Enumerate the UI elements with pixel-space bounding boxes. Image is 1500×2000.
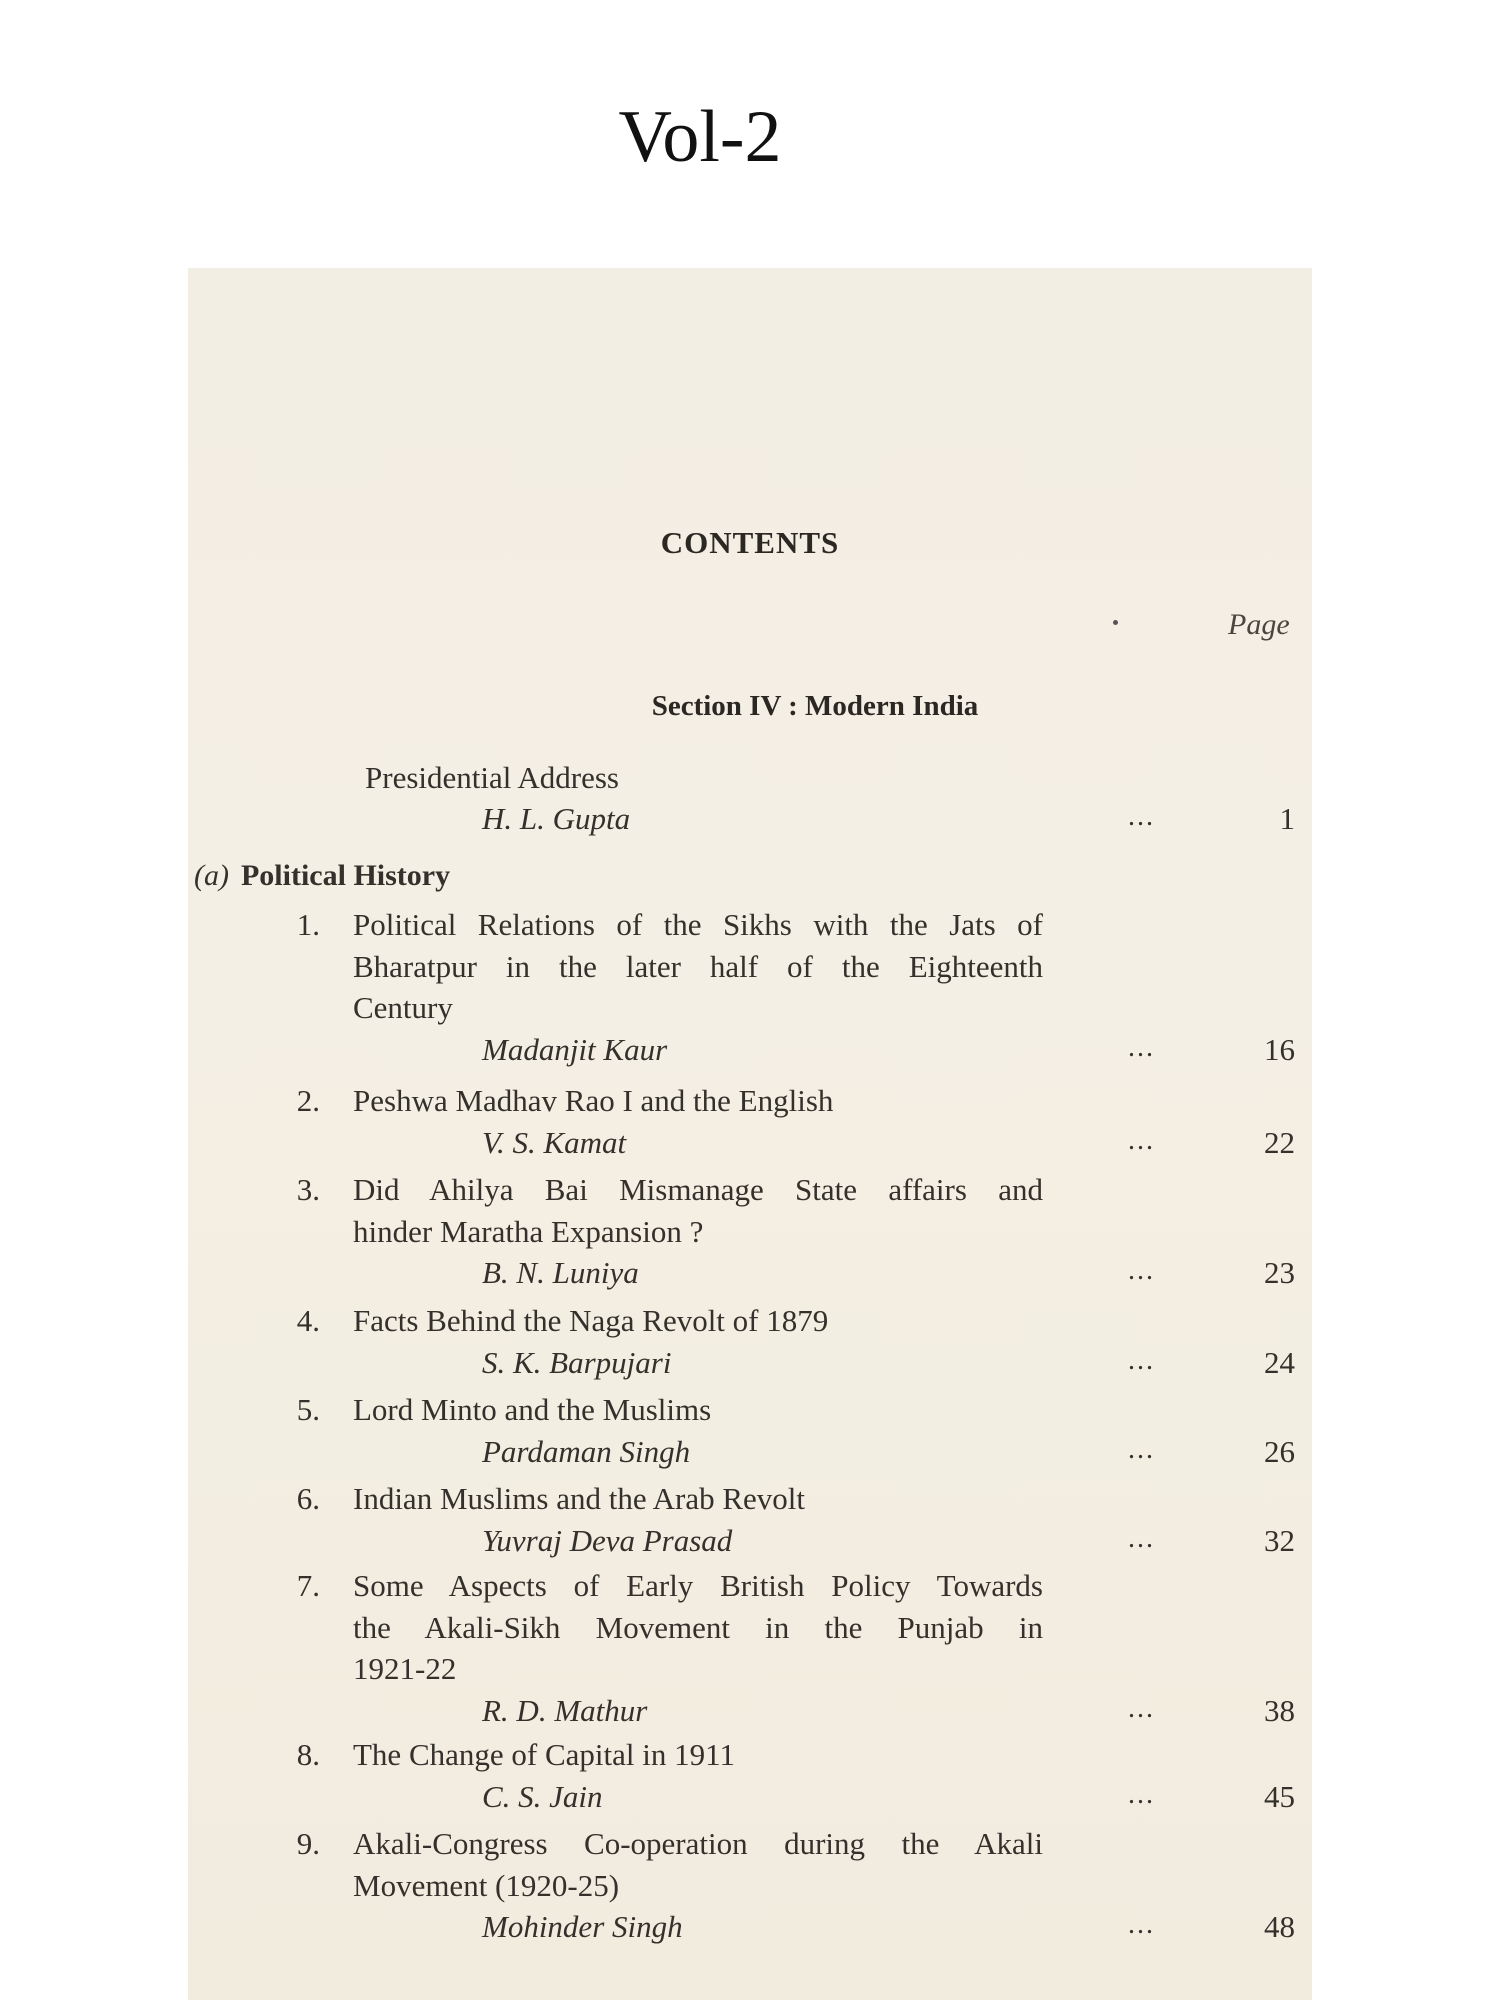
entry-number: 6. — [296, 1481, 320, 1516]
entry-title: Did Ahilya Bai Mismanage State affairs and — [353, 1172, 1043, 1207]
entry-author: Pardaman Singh — [482, 1433, 691, 1469]
entry-title: Political Relations of the Sikhs with the Jats of — [353, 907, 1043, 942]
entry-page-number: 1 — [1279, 801, 1295, 836]
entry-page-number: 26 — [1264, 1433, 1295, 1469]
entry-number: 1. — [296, 907, 320, 942]
entry-number: 7. — [296, 1568, 320, 1603]
leader-dots: ... — [1128, 1031, 1155, 1063]
entry-page-number: 24 — [1264, 1344, 1295, 1380]
leader-dots: ... — [1128, 1778, 1155, 1810]
entry-title: Facts Behind the Naga Revolt of 1879 — [353, 1303, 829, 1338]
entry-title: Akali-Congress Co-operation during the Akali — [353, 1826, 1043, 1861]
entry-author: Mohinder Singh — [482, 1909, 683, 1944]
leader-dots: ... — [1128, 1344, 1155, 1376]
entry-title: Century — [353, 990, 453, 1025]
entry-page-number: 45 — [1264, 1778, 1295, 1814]
entry-title: Bharatpur in the later half of the Eighteenth — [353, 948, 1043, 984]
entry-author: V. S. Kamat — [482, 1124, 627, 1160]
entry-number: 2. — [296, 1083, 320, 1118]
contents-heading: CONTENTS — [660, 525, 840, 560]
subsection-heading — [194, 859, 450, 893]
entry-number: 3. — [296, 1172, 320, 1207]
entry-title: Movement (1920-25) — [353, 1867, 620, 1903]
leader-dots: ... — [1128, 1522, 1155, 1554]
entry-page-number: 32 — [1264, 1522, 1295, 1558]
page-column-label: Page — [1228, 608, 1290, 641]
entry-title: Lord Minto and the Muslims — [353, 1392, 712, 1427]
entry-title: Peshwa Madhav Rao I and the English — [353, 1083, 834, 1118]
entry-title: The Change of Capital in 1911 — [353, 1737, 735, 1772]
entry-page-number: 38 — [1264, 1692, 1295, 1728]
leader-dots: ... — [1128, 1124, 1155, 1156]
entry-author: S. K. Barpujari — [482, 1344, 672, 1380]
entry-author: C. S. Jain — [482, 1778, 603, 1814]
subsection-label: Political History — [240, 859, 451, 892]
entry-page-number: 22 — [1264, 1124, 1295, 1160]
subsection-marker: (a) — [194, 859, 229, 892]
entry-page-number: 16 — [1264, 1031, 1295, 1067]
leader-dots: ... — [1128, 801, 1155, 832]
entry-number: 8. — [296, 1737, 320, 1772]
entry-title: the Akali-Sikh Movement in the Punjab in — [353, 1609, 1043, 1645]
entry-page-number: 23 — [1264, 1255, 1295, 1290]
leader-dots: ... — [1128, 1433, 1155, 1465]
entry-page-number: 48 — [1264, 1909, 1295, 1944]
entry-number: 5. — [296, 1392, 320, 1427]
entry-number: 4. — [296, 1303, 320, 1338]
leader-dots: ... — [1128, 1692, 1155, 1724]
entry-title: Presidential Address — [365, 760, 619, 795]
ink-speck — [1113, 620, 1118, 625]
leader-dots: ... — [1128, 1255, 1155, 1286]
entry-title: Indian Muslims and the Arab Revolt — [353, 1481, 806, 1516]
entry-author: B. N. Luniya — [482, 1255, 639, 1290]
entry-author: Madanjit Kaur — [482, 1031, 668, 1067]
entry-title: 1921-22 — [353, 1651, 457, 1686]
volume-title: Vol-2 — [618, 96, 782, 178]
entry-title: Some Aspects of Early British Policy Towards — [353, 1568, 1043, 1603]
entry-number: 9. — [296, 1826, 320, 1861]
entry-title: hinder Maratha Expansion ? — [353, 1213, 704, 1249]
entry-author: R. D. Mathur — [482, 1692, 648, 1728]
leader-dots: ... — [1128, 1909, 1155, 1940]
entry-author: H. L. Gupta — [482, 801, 631, 836]
entry-author: Yuvraj Deva Prasad — [482, 1522, 733, 1558]
section-heading: Section IV : Modern India — [651, 690, 979, 722]
